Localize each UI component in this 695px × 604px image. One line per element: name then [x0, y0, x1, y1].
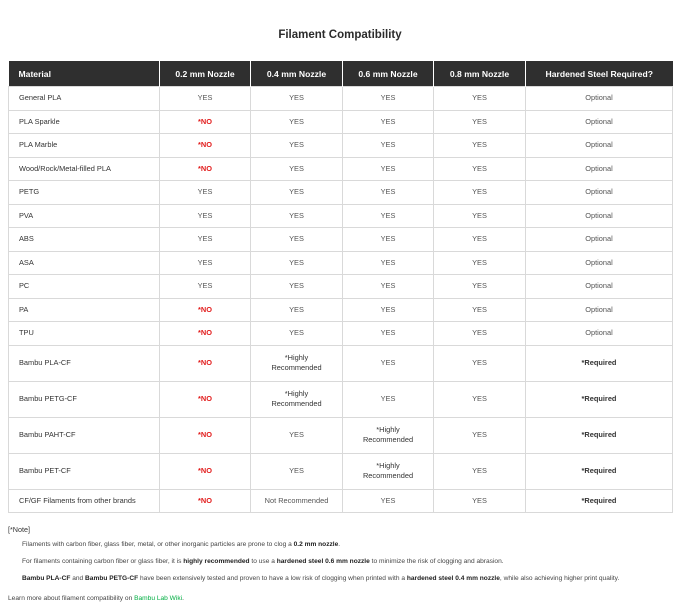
cell-nozzle-0-8: YES — [434, 381, 526, 417]
cell-nozzle-0-4: YES — [251, 157, 343, 181]
cell-nozzle-0-4: YES — [251, 181, 343, 205]
footer-prefix: Learn more about filament compatibility on — [8, 595, 135, 602]
note-line — [8, 556, 688, 573]
cell-hardened-steel: Optional — [526, 134, 673, 158]
table-header-row — [9, 61, 673, 87]
table-body — [9, 87, 673, 513]
cell-nozzle-0-8: YES — [434, 345, 526, 381]
table-row — [9, 275, 673, 299]
cell-nozzle-0-2: *NO — [160, 298, 251, 322]
cell-nozzle-0-2: YES — [160, 251, 251, 275]
header-material: Material — [9, 61, 160, 87]
note-emphasis: Bambu PETG-CF — [85, 575, 139, 582]
cell-material: Bambu PAHT-CF — [9, 417, 160, 453]
cell-nozzle-0-8: YES — [434, 298, 526, 322]
cell-nozzle-0-2: YES — [160, 87, 251, 111]
note-line — [8, 539, 688, 556]
cell-nozzle-0-6: YES — [343, 381, 434, 417]
cell-nozzle-0-8: YES — [434, 228, 526, 252]
cell-hardened-steel: Optional — [526, 251, 673, 275]
note-emphasis: hardened steel 0.6 mm nozzle — [276, 558, 370, 565]
cell-hardened-steel: Optional — [526, 298, 673, 322]
compatibility-table — [8, 61, 673, 513]
cell-hardened-steel: Optional — [526, 275, 673, 299]
cell-nozzle-0-6: *Highly Recommended — [343, 417, 434, 453]
cell-nozzle-0-4: YES — [251, 228, 343, 252]
cell-material: PC — [9, 275, 160, 299]
header-nozzle-0-2: 0.2 mm Nozzle — [160, 61, 251, 87]
cell-material: Bambu PLA-CF — [9, 345, 160, 381]
cell-nozzle-0-8: YES — [434, 322, 526, 346]
cell-nozzle-0-2: *NO — [160, 157, 251, 181]
cell-nozzle-0-2: *NO — [160, 489, 251, 513]
cell-nozzle-0-6: YES — [343, 228, 434, 252]
cell-nozzle-0-8: YES — [434, 204, 526, 228]
table-row — [9, 345, 673, 381]
cell-material: Bambu PET-CF — [9, 453, 160, 489]
cell-nozzle-0-6: YES — [343, 157, 434, 181]
cell-hardened-steel: *Required — [526, 381, 673, 417]
cell-material: CF/GF Filaments from other brands — [9, 489, 160, 513]
cell-hardened-steel: Optional — [526, 110, 673, 134]
cell-nozzle-0-6: YES — [343, 251, 434, 275]
cell-hardened-steel: Optional — [526, 181, 673, 205]
cell-nozzle-0-4: YES — [251, 87, 343, 111]
cell-material: PVA — [9, 204, 160, 228]
table-row — [9, 157, 673, 181]
header-nozzle-0-4: 0.4 mm Nozzle — [251, 61, 343, 87]
cell-nozzle-0-2: YES — [160, 228, 251, 252]
header-nozzle-0-6: 0.6 mm Nozzle — [343, 61, 434, 87]
cell-material: Bambu PETG-CF — [9, 381, 160, 417]
cell-nozzle-0-2: *NO — [160, 417, 251, 453]
header-nozzle-0-8: 0.8 mm Nozzle — [434, 61, 526, 87]
cell-nozzle-0-2: *NO — [160, 453, 251, 489]
cell-nozzle-0-4: *Highly Recommended — [251, 381, 343, 417]
note-lines — [8, 539, 688, 590]
footer-text — [8, 595, 184, 602]
cell-hardened-steel: Optional — [526, 228, 673, 252]
cell-nozzle-0-2: YES — [160, 275, 251, 299]
table-row — [9, 322, 673, 346]
cell-nozzle-0-2: *NO — [160, 345, 251, 381]
note-text: Filaments with carbon fiber, glass fiber, metal, or other inorganic particles are prone to clog a — [22, 541, 294, 548]
cell-nozzle-0-8: YES — [434, 87, 526, 111]
cell-nozzle-0-4: YES — [251, 275, 343, 299]
cell-material: TPU — [9, 322, 160, 346]
note-text: For filaments containing carbon fiber or glass fiber, it is — [22, 558, 184, 565]
table-row — [9, 381, 673, 417]
cell-nozzle-0-6: YES — [343, 110, 434, 134]
cell-material: PLA Marble — [9, 134, 160, 158]
cell-nozzle-0-6: YES — [343, 345, 434, 381]
note-emphasis: hardened steel 0.4 mm nozzle — [406, 575, 500, 582]
cell-nozzle-0-6: YES — [343, 275, 434, 299]
cell-nozzle-0-8: YES — [434, 134, 526, 158]
cell-nozzle-0-6: YES — [343, 298, 434, 322]
table-row — [9, 134, 673, 158]
cell-nozzle-0-6: YES — [343, 489, 434, 513]
cell-material: PA — [9, 298, 160, 322]
table-row — [9, 228, 673, 252]
cell-nozzle-0-4: YES — [251, 417, 343, 453]
cell-nozzle-0-2: *NO — [160, 134, 251, 158]
cell-material: ABS — [9, 228, 160, 252]
cell-nozzle-0-8: YES — [434, 453, 526, 489]
cell-nozzle-0-8: YES — [434, 110, 526, 134]
note-emphasis: highly recommended — [183, 558, 250, 565]
note-line — [8, 573, 688, 590]
note-text: to minimize the risk of clogging and abrasion. — [369, 558, 504, 565]
note-text: , while also achieving higher print quality. — [499, 575, 620, 582]
table-row — [9, 87, 673, 111]
cell-hardened-steel: *Required — [526, 417, 673, 453]
footer-suffix: . — [182, 595, 184, 602]
cell-nozzle-0-4: YES — [251, 322, 343, 346]
cell-hardened-steel: Optional — [526, 322, 673, 346]
cell-nozzle-0-6: YES — [343, 181, 434, 205]
cell-nozzle-0-8: YES — [434, 417, 526, 453]
cell-hardened-steel: Optional — [526, 204, 673, 228]
cell-nozzle-0-2: *NO — [160, 381, 251, 417]
cell-nozzle-0-2: *NO — [160, 110, 251, 134]
cell-nozzle-0-2: YES — [160, 181, 251, 205]
cell-hardened-steel: *Required — [526, 345, 673, 381]
cell-nozzle-0-4: *Highly Recommended — [251, 345, 343, 381]
cell-nozzle-0-8: YES — [434, 251, 526, 275]
cell-nozzle-0-2: *NO — [160, 322, 251, 346]
note-text: have been extensively tested and proven to have a low risk of clogging when printed with a — [138, 575, 407, 582]
cell-nozzle-0-6: YES — [343, 204, 434, 228]
cell-hardened-steel: *Required — [526, 453, 673, 489]
table-row — [9, 110, 673, 134]
cell-nozzle-0-6: YES — [343, 134, 434, 158]
note-emphasis: Bambu PLA-CF — [22, 575, 71, 582]
cell-nozzle-0-4: YES — [251, 251, 343, 275]
cell-material: PETG — [9, 181, 160, 205]
cell-nozzle-0-4: Not Recommended — [251, 489, 343, 513]
note-text: and — [70, 575, 86, 582]
cell-nozzle-0-6: YES — [343, 87, 434, 111]
cell-hardened-steel: Optional — [526, 87, 673, 111]
cell-material: Wood/Rock/Metal-filled PLA — [9, 157, 160, 181]
table-row — [9, 251, 673, 275]
table-row — [9, 204, 673, 228]
notes-section — [8, 525, 688, 590]
cell-nozzle-0-8: YES — [434, 157, 526, 181]
cell-nozzle-0-8: YES — [434, 275, 526, 299]
table-row — [9, 417, 673, 453]
cell-material: ASA — [9, 251, 160, 275]
cell-nozzle-0-8: YES — [434, 489, 526, 513]
table-row — [9, 181, 673, 205]
cell-nozzle-0-8: YES — [434, 181, 526, 205]
note-emphasis: 0.2 mm nozzle — [293, 541, 339, 548]
wiki-link[interactable]: Bambu Lab Wiki — [134, 595, 183, 602]
table-row — [9, 489, 673, 513]
note-text: . — [338, 541, 341, 548]
header-hardened-steel: Hardened Steel Required? — [526, 61, 673, 87]
cell-hardened-steel: *Required — [526, 489, 673, 513]
cell-nozzle-0-4: YES — [251, 453, 343, 489]
note-heading: [*Note] — [8, 525, 30, 534]
cell-nozzle-0-6: YES — [343, 322, 434, 346]
table-row — [9, 298, 673, 322]
cell-material: PLA Sparkle — [9, 110, 160, 134]
cell-nozzle-0-2: YES — [160, 204, 251, 228]
cell-nozzle-0-6: *Highly Recommended — [343, 453, 434, 489]
cell-hardened-steel: Optional — [526, 157, 673, 181]
cell-nozzle-0-4: YES — [251, 298, 343, 322]
cell-nozzle-0-4: YES — [251, 110, 343, 134]
table-row — [9, 453, 673, 489]
page-title: Filament Compatibility — [278, 29, 402, 41]
note-text: to use a — [249, 558, 277, 565]
cell-nozzle-0-4: YES — [251, 204, 343, 228]
cell-material: General PLA — [9, 87, 160, 111]
cell-nozzle-0-4: YES — [251, 134, 343, 158]
